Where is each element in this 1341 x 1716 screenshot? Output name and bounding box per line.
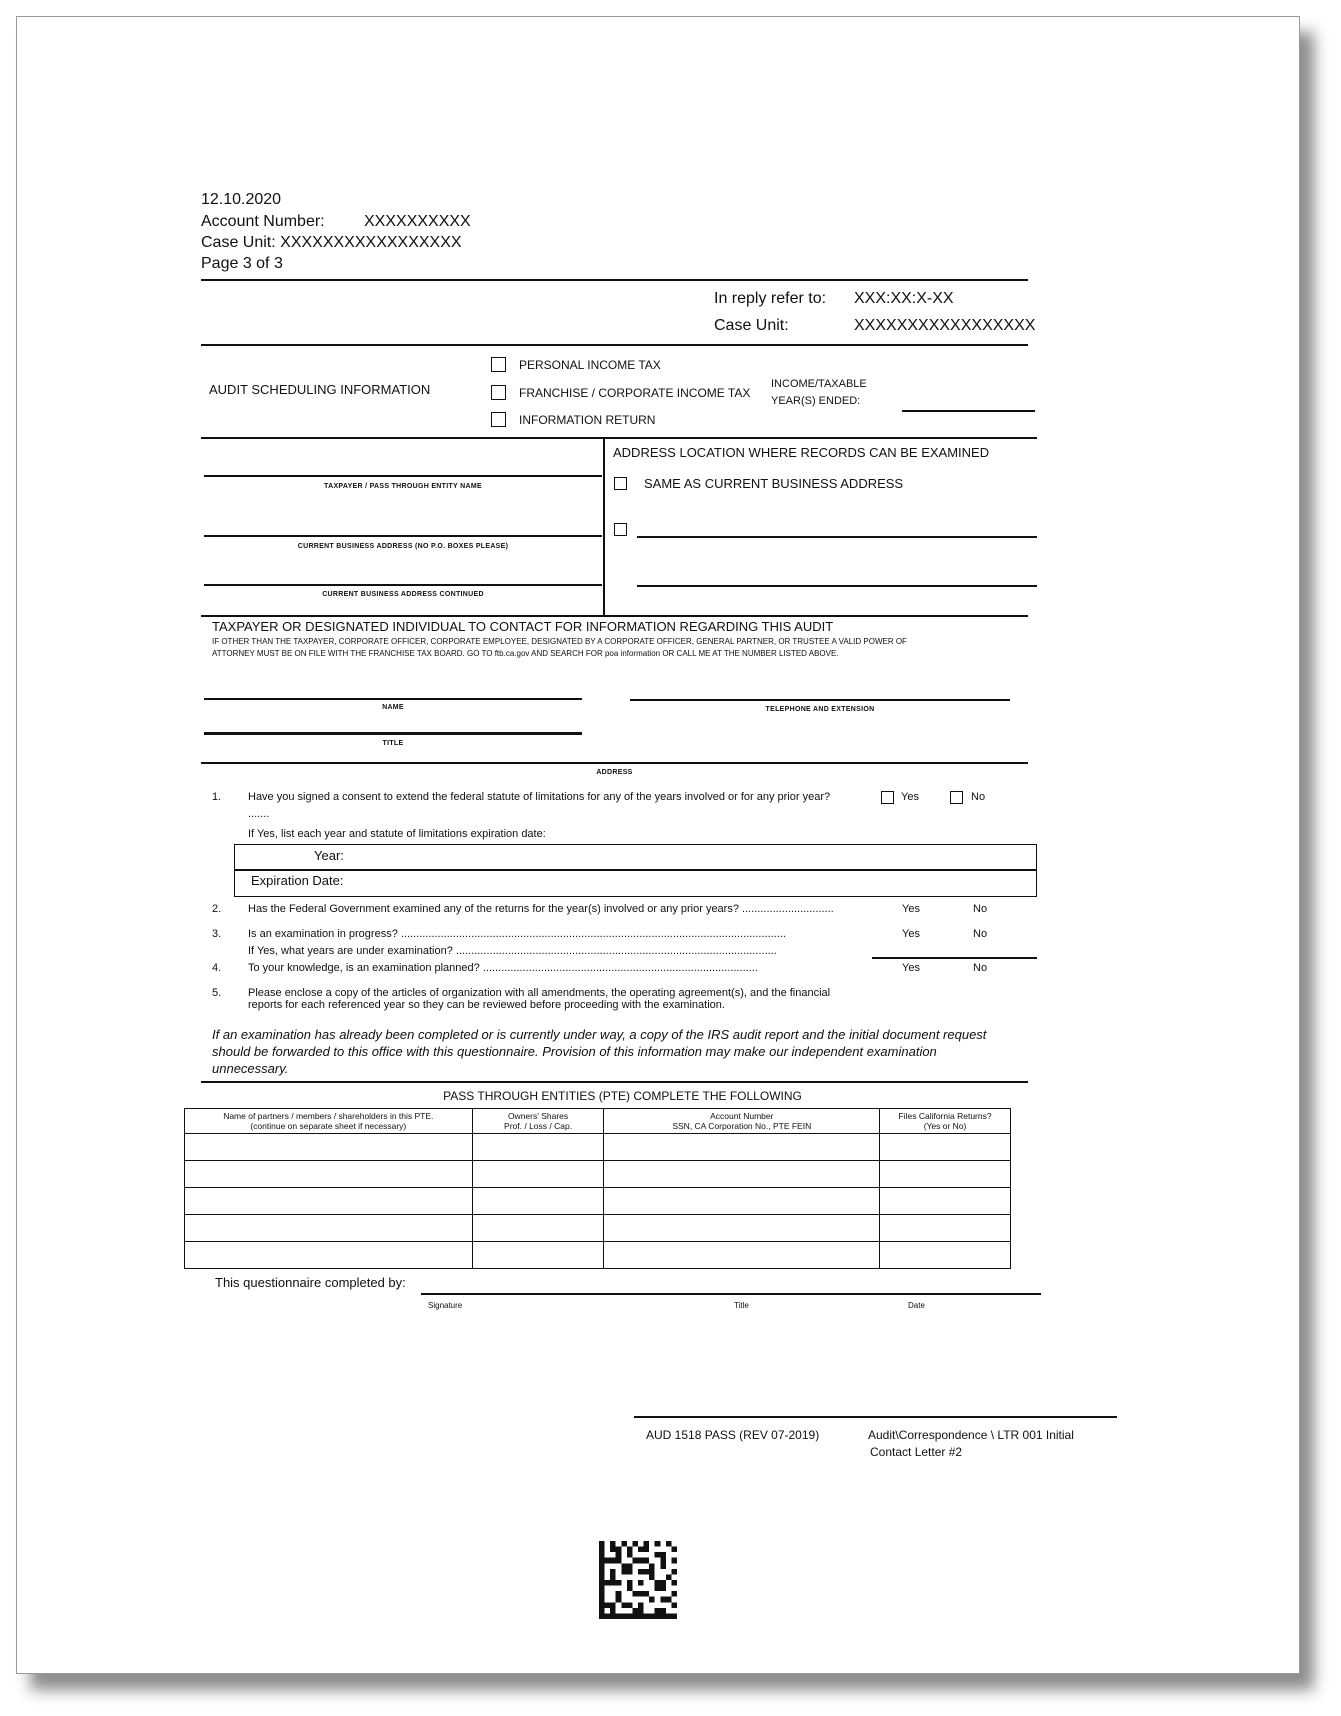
income-year-label: INCOME/TAXABLE xyxy=(771,378,867,390)
table-cell[interactable] xyxy=(604,1215,880,1242)
telephone-field[interactable] xyxy=(630,699,1010,701)
table-row xyxy=(185,1161,1011,1188)
other-address-continued-field[interactable] xyxy=(637,585,1037,587)
examination-note: should be forwarded to this office with this questionnaire. Provision of this information may make our independent examination xyxy=(212,1044,937,1059)
contact-name-field[interactable] xyxy=(204,698,582,700)
examination-note: If an examination has already been completed or is currently under way, a copy of the IRS audit report and the initial document request xyxy=(212,1027,987,1042)
table-cell[interactable] xyxy=(880,1161,1011,1188)
divider xyxy=(201,1081,1028,1083)
q2-yes[interactable]: Yes xyxy=(902,903,920,915)
field-caption: CURRENT BUSINESS ADDRESS (NO P.O. BOXES PLEASE) xyxy=(297,543,509,550)
business-address-continued-field[interactable] xyxy=(204,584,602,586)
title-caption: Title xyxy=(734,1301,749,1310)
column-header: Name of partners / members / shareholders in this PTE. (continue on separate sheet if necessary) xyxy=(185,1109,473,1134)
field-caption: CURRENT BUSINESS ADDRESS CONTINUED xyxy=(322,591,484,598)
pte-title: PASS THROUGH ENTITIES (PTE) COMPLETE THE FOLLOWING xyxy=(443,1089,802,1103)
yes-label: Yes xyxy=(901,791,919,803)
divider xyxy=(234,869,1037,871)
business-address-field[interactable] xyxy=(204,535,602,537)
table-header-row xyxy=(185,1109,1011,1134)
no-label: No xyxy=(971,791,986,803)
table-row xyxy=(185,1134,1011,1161)
divider xyxy=(201,615,1028,617)
field-caption: TELEPHONE AND EXTENSION xyxy=(765,706,875,713)
question-number: 4. xyxy=(212,962,222,974)
option-label: INFORMATION RETURN xyxy=(519,413,656,427)
table-row xyxy=(185,1215,1011,1242)
contact-title-field[interactable] xyxy=(204,732,582,735)
table-cell[interactable] xyxy=(185,1134,473,1161)
option-label: FRANCHISE / CORPORATE INCOME TAX xyxy=(519,386,751,400)
column-header: Owners' Shares Prof. / Loss / Cap. xyxy=(472,1109,604,1134)
table-cell[interactable] xyxy=(185,1215,473,1242)
question-5-text: Please enclose a copy of the articles of organization with all amendments, the operating agreement(s), and the financial xyxy=(248,987,831,999)
table-cell[interactable] xyxy=(472,1188,604,1215)
barcode-icon xyxy=(599,1541,677,1619)
question-number: 2. xyxy=(212,903,222,915)
case-unit-value: XXXXXXXXXXXXXXXXX xyxy=(854,317,1036,334)
table-cell[interactable] xyxy=(185,1188,473,1215)
personal-income-tax-checkbox[interactable] xyxy=(491,357,506,372)
field-caption: TAXPAYER / PASS THROUGH ENTITY NAME xyxy=(324,483,482,490)
date-caption: Date xyxy=(908,1301,925,1310)
letter-date: 12.10.2020 xyxy=(201,191,282,208)
account-number-label: Account Number: xyxy=(201,213,325,230)
correspondence-path: Contact Letter #2 xyxy=(870,1445,963,1459)
contact-title: TAXPAYER OR DESIGNATED INDIVIDUAL TO CONTACT FOR INFORMATION REGARDING THIS AUDIT xyxy=(212,619,834,634)
case-unit-line: Case Unit: XXXXXXXXXXXXXXXXX xyxy=(201,234,462,251)
other-address-field[interactable] xyxy=(637,536,1037,538)
question-3-subtext: If Yes, what years are under examination? ......................................................................................................... xyxy=(248,945,777,957)
q4-no[interactable]: No xyxy=(973,962,988,974)
table-row xyxy=(185,1188,1011,1215)
column-header: Files California Returns? (Yes or No) xyxy=(880,1109,1011,1134)
income-year-label: YEAR(S) ENDED: xyxy=(771,395,861,407)
table-cell[interactable] xyxy=(880,1242,1011,1269)
page-number: Page 3 of 3 xyxy=(201,255,283,272)
same-as-business-checkbox[interactable] xyxy=(614,477,627,490)
exam-years-field[interactable] xyxy=(872,957,1037,959)
taxpayer-name-field[interactable] xyxy=(204,475,602,477)
examination-note: unnecessary. xyxy=(212,1061,289,1076)
table-cell[interactable] xyxy=(880,1188,1011,1215)
table-cell[interactable] xyxy=(604,1134,880,1161)
contact-note: IF OTHER THAN THE TAXPAYER, CORPORATE OFFICER, CORPORATE EMPLOYEE, DESIGNATED BY A CORPORATE OFFICER, GENERAL PARTNER, OR TRUSTEE A VALID POWER OF xyxy=(212,637,907,646)
question-number: 1. xyxy=(212,791,222,803)
completed-by-label: This questionnaire completed by: xyxy=(215,1275,406,1290)
audit-scheduling-title: AUDIT SCHEDULING INFORMATION xyxy=(209,382,431,397)
table-cell[interactable] xyxy=(604,1188,880,1215)
table-cell[interactable] xyxy=(880,1134,1011,1161)
table-cell[interactable] xyxy=(472,1242,604,1269)
franchise-corporate-checkbox[interactable] xyxy=(491,385,506,400)
column-header: Account Number SSN, CA Corporation No., PTE FEIN xyxy=(604,1109,880,1134)
field-caption: NAME xyxy=(382,704,404,711)
other-address-checkbox[interactable] xyxy=(614,523,627,536)
correspondence-path: Audit\Correspondence \ LTR 001 Initial xyxy=(868,1428,1074,1442)
same-as-label: SAME AS CURRENT BUSINESS ADDRESS xyxy=(644,476,904,491)
q4-yes[interactable]: Yes xyxy=(902,962,920,974)
table-cell[interactable] xyxy=(472,1134,604,1161)
question-1-text: Have you signed a consent to extend the federal statute of limitations for any of the years involved or for any prior year? xyxy=(248,791,831,803)
divider xyxy=(201,437,1037,439)
question-1-subtext: If Yes, list each year and statute of limitations expiration date: xyxy=(248,828,546,840)
divider xyxy=(603,437,605,617)
q3-yes[interactable]: Yes xyxy=(902,928,920,940)
table-cell[interactable] xyxy=(185,1161,473,1188)
question-5-text: reports for each referenced year so they can be reviewed before proceeding with the examination. xyxy=(248,999,725,1011)
q1-yes-checkbox[interactable] xyxy=(881,791,894,804)
records-location-title: ADDRESS LOCATION WHERE RECORDS CAN BE EXAMINED xyxy=(613,445,990,460)
table-cell[interactable] xyxy=(604,1242,880,1269)
signature-caption: Signature xyxy=(428,1301,463,1310)
expiration-date-label: Expiration Date: xyxy=(251,873,344,888)
q3-no[interactable]: No xyxy=(973,928,988,940)
table-cell[interactable] xyxy=(604,1161,880,1188)
pte-table xyxy=(184,1108,1011,1269)
divider xyxy=(634,1416,1117,1418)
divider xyxy=(201,344,1028,346)
year-ended-field[interactable] xyxy=(902,410,1035,412)
question-3-text: Is an examination in progress? .............................................................................................................................. xyxy=(248,928,786,940)
account-number-value: XXXXXXXXXX xyxy=(364,213,471,230)
contact-note: ATTORNEY MUST BE ON FILE WITH THE FRANCHISE TAX BOARD. GO TO ftb.ca.gov AND SEARCH FOR poa information OR CALL ME AT THE NUMBER LISTED ABOVE. xyxy=(212,649,839,658)
question-2-text: Has the Federal Government examined any of the returns for the year(s) involved or any prior years? .............................. xyxy=(248,903,834,915)
field-caption: TITLE xyxy=(382,740,404,747)
reply-value: XXX:XX:X-XX xyxy=(854,290,954,307)
case-unit-label: Case Unit: xyxy=(714,317,789,334)
q2-no[interactable]: No xyxy=(973,903,988,915)
q1-no-checkbox[interactable] xyxy=(950,791,963,804)
divider xyxy=(201,279,1028,281)
dot-leader: ....... xyxy=(248,808,270,820)
table-row xyxy=(185,1242,1011,1269)
form-id: AUD 1518 PASS (REV 07-2019) xyxy=(646,1428,820,1442)
table-cell[interactable] xyxy=(472,1161,604,1188)
year-expiration-box xyxy=(234,844,1037,897)
information-return-checkbox[interactable] xyxy=(491,412,506,427)
contact-address-field[interactable] xyxy=(201,762,1028,764)
option-label: PERSONAL INCOME TAX xyxy=(519,358,661,372)
year-label: Year: xyxy=(314,848,344,863)
signature-field[interactable] xyxy=(421,1293,1041,1295)
table-cell[interactable] xyxy=(880,1215,1011,1242)
reply-label: In reply refer to: xyxy=(714,290,827,307)
table-cell[interactable] xyxy=(185,1242,473,1269)
question-number: 3. xyxy=(212,928,222,940)
question-4-text: To your knowledge, is an examination planned? .......................................................................................... xyxy=(248,962,758,974)
field-caption: ADDRESS xyxy=(596,769,633,776)
table-cell[interactable] xyxy=(472,1215,604,1242)
question-number: 5. xyxy=(212,987,222,999)
